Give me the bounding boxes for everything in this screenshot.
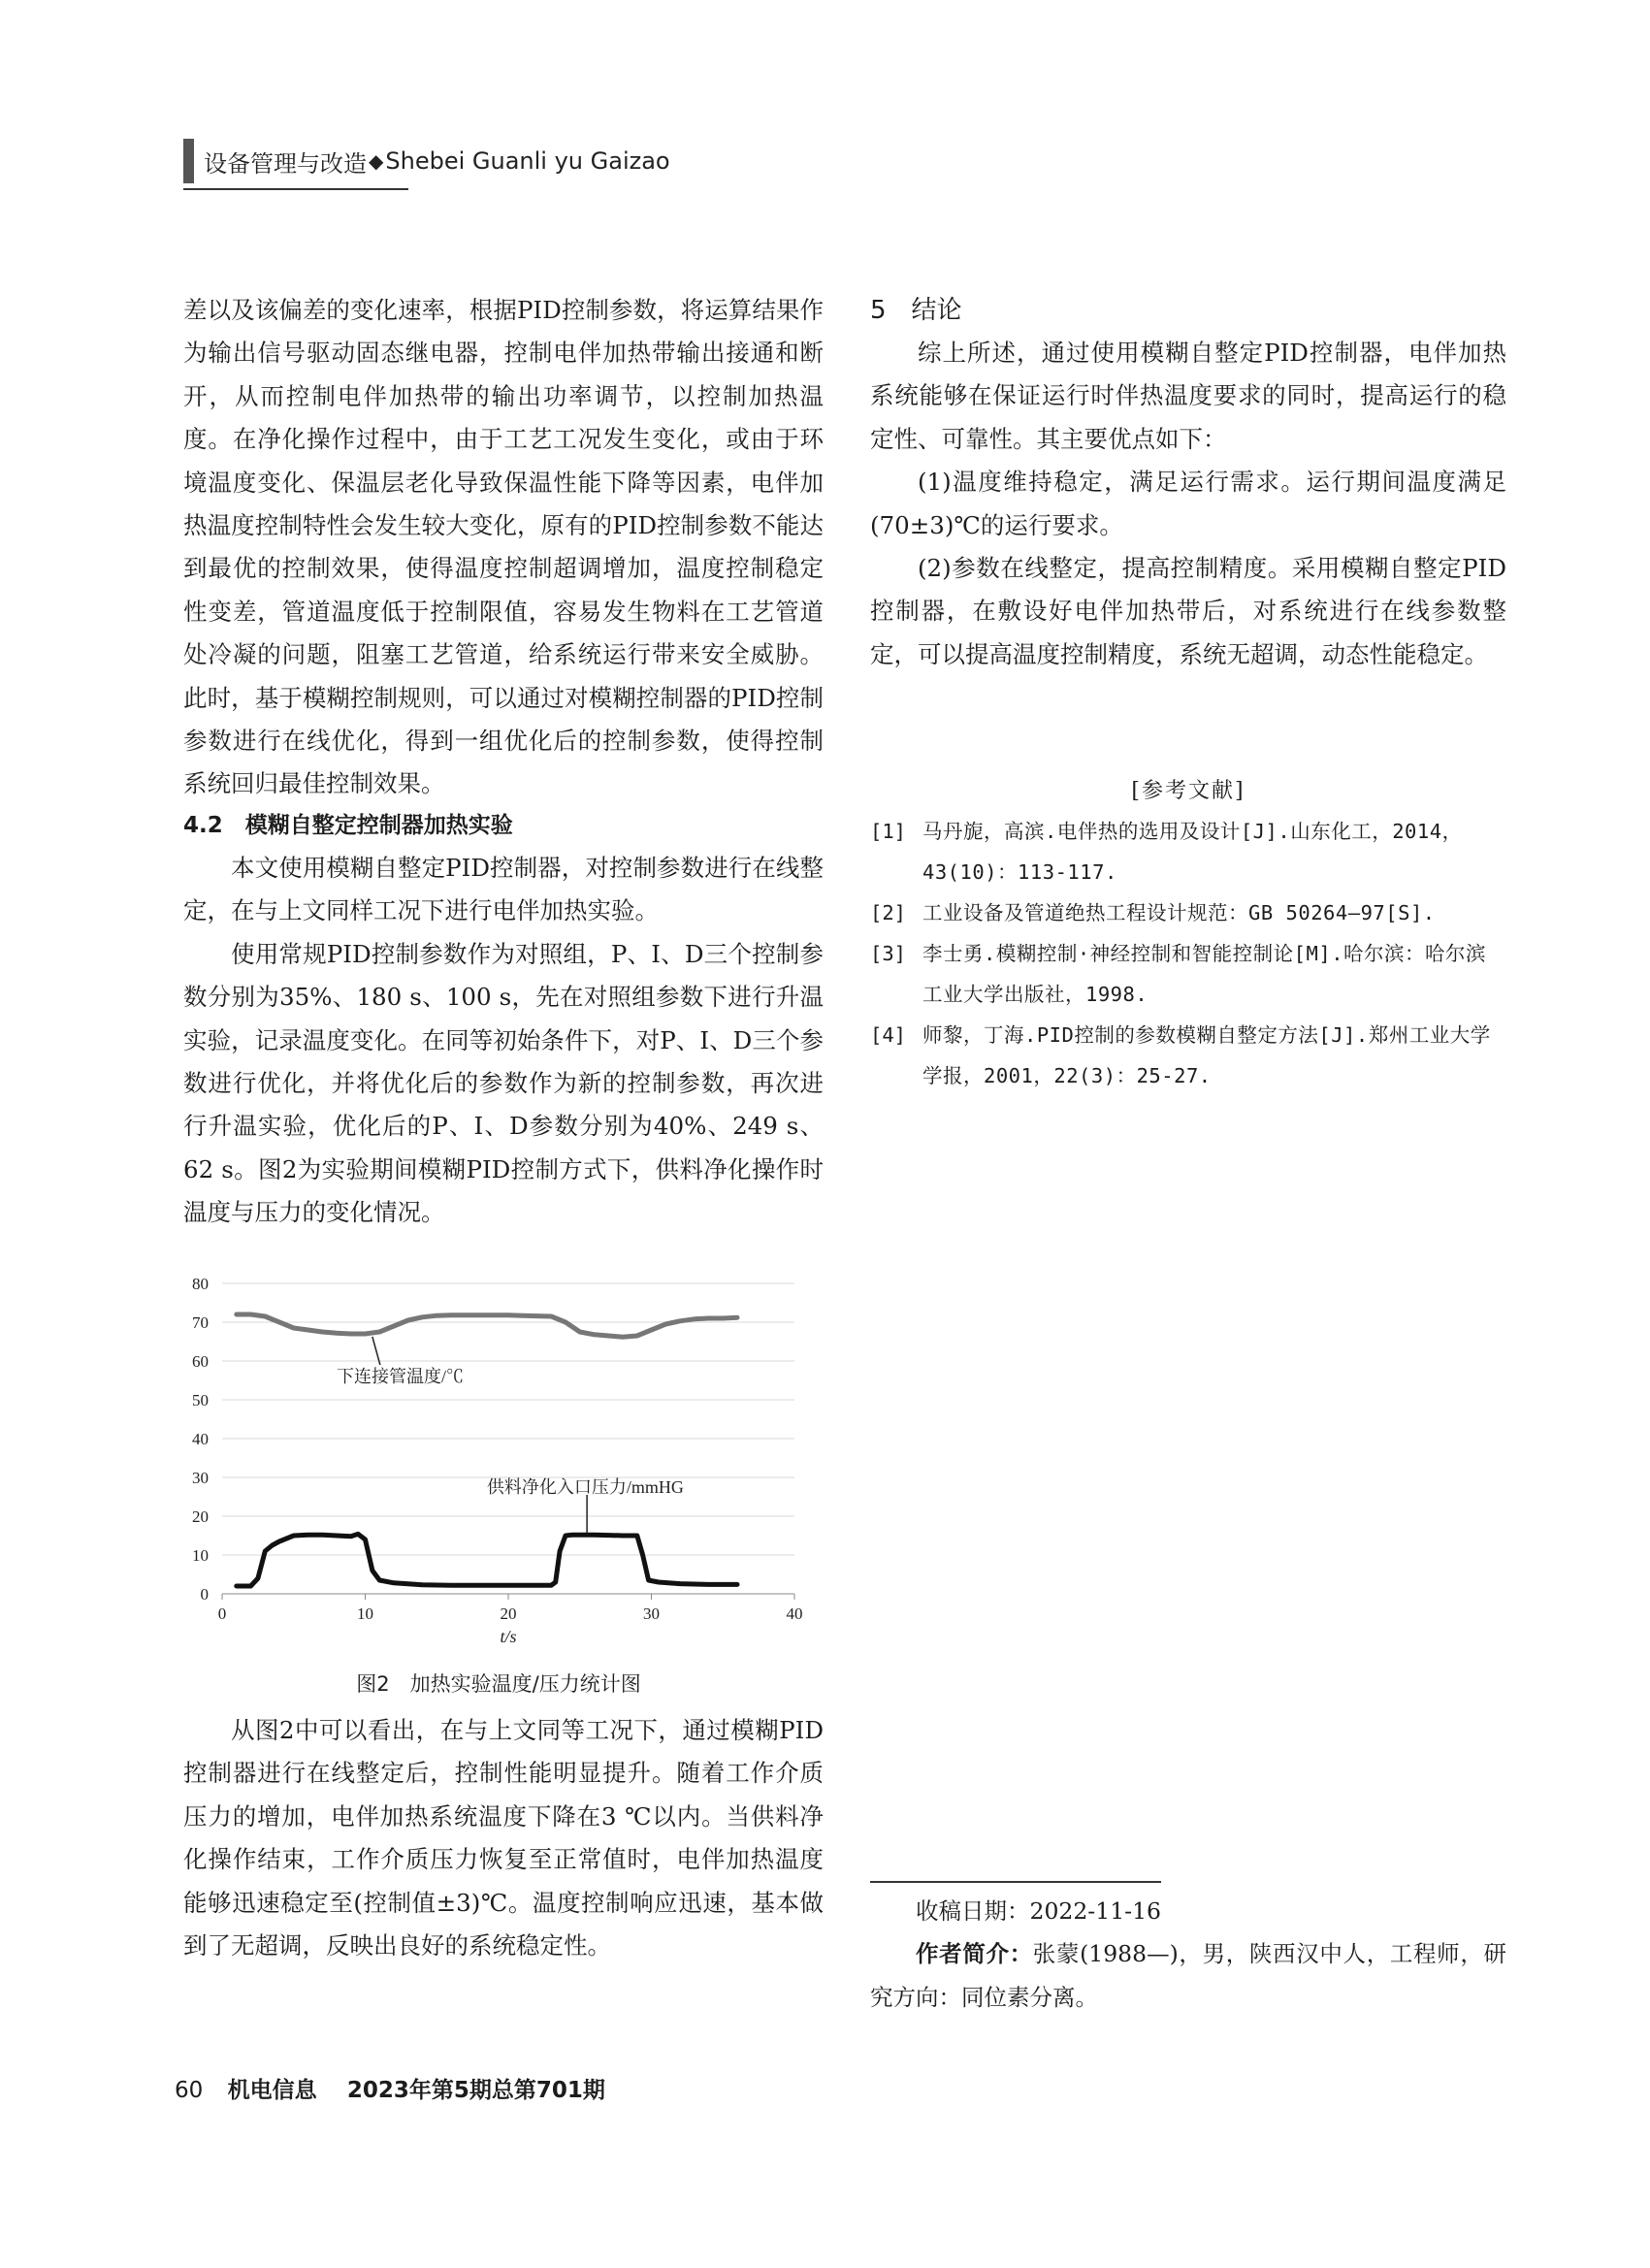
references-title: [参考文献] bbox=[1131, 779, 1246, 803]
reference-item bbox=[870, 1015, 1506, 1096]
paragraph-pid-params: 使用常规PID控制参数作为对照组，P、I、D三个控制参数分别为35%、180 s、100 s，先在对照组参数下进行升温实验，记录温度变化。在同等初始条件下，对P、I、D三个参数进行优化，并将优化后的参数作为新的控制参数，再次进行升温实验，优化后的P、I、D参数分别为40%、249 s、62 s。图2为实验期间模糊PID控制方式下，供料净化操作时温度与压力的变化情况。 bbox=[183, 939, 824, 1227]
author-bio-text: 张蒙(1988—)，男，陕西汉中人，工程师，研究方向：同位素分离。 bbox=[870, 1940, 1506, 2011]
paragraph-point-1: (1)温度维持稳定，满足运行需求。运行期间温度满足(70±3)℃的运行要求。 bbox=[870, 468, 1506, 539]
paragraph-conclusion-intro: 综上所述，通过使用模糊自整定PID控制器，电伴加热系统能够在保证运行时伴热温度要求的同时，提高运行的稳定性、可靠性。其主要优点如下： bbox=[870, 339, 1506, 453]
reference-number: [3] bbox=[870, 942, 907, 965]
footer-issue: 2023年第5期总第701期 bbox=[346, 2078, 605, 2103]
y-tick-label: 60 bbox=[192, 1352, 209, 1371]
reference-text: 师黎，丁海.PID控制的参数模糊自整定方法[J].郑州工业大学学报，2001，22(3)：25-27. bbox=[922, 1023, 1491, 1087]
x-tick-label: 30 bbox=[643, 1604, 660, 1623]
series-label-temperature: 下连接管温度/℃ bbox=[337, 1367, 465, 1386]
figure-caption: 图2 加热实验温度/压力统计图 bbox=[356, 1672, 641, 1696]
x-tick-label: 0 bbox=[217, 1604, 227, 1623]
chart-background bbox=[183, 1274, 814, 1662]
page-footer bbox=[175, 2072, 605, 2104]
reference-number: [2] bbox=[870, 901, 907, 924]
section-heading-4-2: 4.2 模糊自整定控制器加热实验 bbox=[183, 812, 513, 838]
diamond-separator-icon: ◆ bbox=[369, 149, 384, 173]
x-tick-label: 20 bbox=[500, 1604, 517, 1623]
page-number: 60 bbox=[175, 2078, 204, 2103]
x-axis-label: t/s bbox=[500, 1627, 517, 1646]
left-column bbox=[183, 289, 824, 1235]
received-date-text: 收稿日期：2022-11-16 bbox=[916, 1897, 1161, 1925]
left-column-bottom bbox=[183, 1709, 824, 1967]
paragraph-experiment-intro: 本文使用模糊自整定PID控制器，对控制参数进行在线整定，在与上文同样工况下进行电伴加热实验。 bbox=[183, 853, 824, 925]
footnote bbox=[870, 1890, 1506, 2019]
reference-number: [1] bbox=[870, 820, 907, 843]
series-label-pressure: 供料净化入口压力/mmHG bbox=[486, 1477, 684, 1497]
reference-number: [4] bbox=[870, 1023, 907, 1047]
running-header bbox=[183, 138, 670, 184]
footnote-rule bbox=[870, 1881, 1161, 1883]
journal-name-pinyin: Shebei Guanli yu Gaizao bbox=[385, 147, 670, 175]
journal-name-cn: 设备管理与改造 bbox=[204, 149, 367, 178]
y-tick-label: 40 bbox=[192, 1430, 209, 1448]
y-tick-label: 80 bbox=[192, 1275, 209, 1293]
y-tick-label: 70 bbox=[192, 1313, 209, 1332]
reference-text: 李士勇.模糊控制·神经控制和智能控制论[M].哈尔滨：哈尔滨工业大学出版社，1998. bbox=[922, 942, 1487, 1006]
author-bio-label: 作者简介： bbox=[916, 1940, 1033, 1968]
paragraph-point-2: (2)参数在线整定，提高控制精度。采用模糊自整定PID控制器，在敷设好电伴加热带后，对系统进行在线参数整定，可以提高温度控制精度，系统无超调，动态性能稳定。 bbox=[870, 554, 1506, 668]
reference-text: 工业设备及管道绝热工程设计规范：GB 50264—97[S]. bbox=[922, 901, 1436, 924]
reference-text: 马丹旎，高滨.电伴热的选用及设计[J].山东化工，2014，43(10)：113-117. bbox=[922, 820, 1463, 884]
footer-journal: 机电信息 bbox=[227, 2078, 317, 2103]
y-tick-label: 30 bbox=[192, 1469, 209, 1487]
y-tick-label: 50 bbox=[192, 1391, 209, 1409]
chart-svg bbox=[183, 1274, 814, 1662]
references-list bbox=[870, 811, 1506, 1096]
right-column bbox=[870, 289, 1506, 676]
header-bar-decoration bbox=[183, 139, 194, 183]
received-date bbox=[870, 1890, 1506, 1932]
reference-item bbox=[870, 892, 1506, 933]
paragraph-figure-analysis: 从图2中可以看出，在与上文同等工况下，通过模糊PID控制器进行在线整定后，控制性能明显提升。随着工作介质压力的增加，电伴加热系统温度下降在3 ℃以内。当供料净化操作结束，工作介质压力恢复至正常值时，电伴加热温度能够迅速稳定至(控制值±3)℃。温度控制响应迅速，基本做到了无超调，反映出良好的系统稳定性。 bbox=[183, 1716, 824, 1960]
y-tick-label: 10 bbox=[192, 1546, 209, 1565]
reference-item bbox=[870, 811, 1506, 892]
figure-2-chart bbox=[183, 1274, 814, 1662]
paragraph-continued: 差以及该偏差的变化速率，根据PID控制参数，将运算结果作为输出信号驱动固态继电器，控制电伴加热带输出接通和断开，从而控制电伴加热带的输出功率调节，以控制加热温度。在净化操作过程中，由于工艺工况发生变化，或由于环境温度变化、保温层老化导致保温性能下降等因素，电伴加热温度控制特性会发生较大变化，原有的PID控制参数不能达到最优的控制效果，使得温度控制超调增加，温度控制稳定性变差，管道温度低于控制限值，容易发生物料在工艺管道处冷凝的问题，阻塞工艺管道，给系统运行带来安全威胁。此时，基于模糊控制规则，可以通过对模糊控制器的PID控制参数进行在线优化，得到一组优化后的控制参数，使得控制系统回归最佳控制效果。 bbox=[183, 296, 824, 798]
section-heading-5: 5 结论 bbox=[870, 296, 962, 325]
reference-item bbox=[870, 933, 1506, 1015]
x-tick-label: 40 bbox=[786, 1604, 803, 1623]
header-underline bbox=[183, 188, 408, 190]
y-tick-label: 0 bbox=[200, 1585, 209, 1604]
y-tick-label: 20 bbox=[192, 1507, 209, 1526]
author-bio bbox=[870, 1932, 1506, 2019]
x-tick-label: 10 bbox=[357, 1604, 373, 1623]
